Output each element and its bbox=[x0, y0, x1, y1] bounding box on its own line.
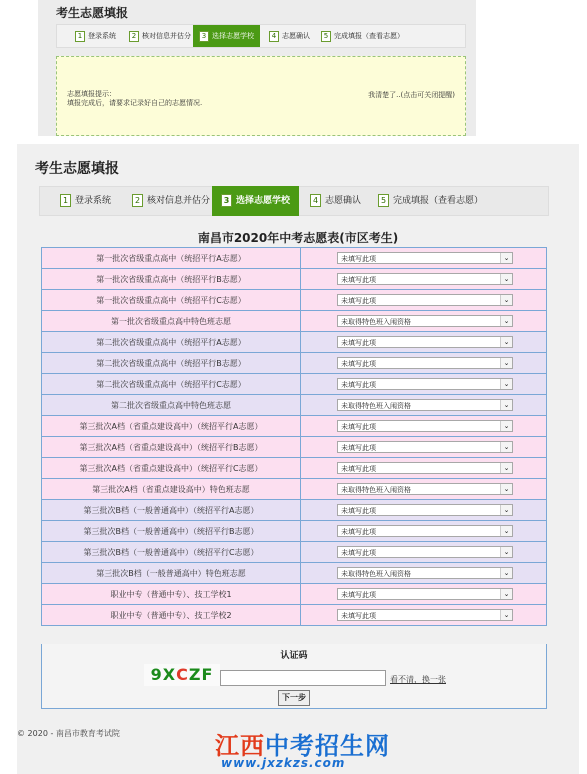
chevron-down-icon: ⌄ bbox=[500, 526, 512, 536]
step-verify-small: 2 核对信息并估分 bbox=[129, 28, 191, 44]
choice-table bbox=[41, 247, 547, 626]
choice-select[interactable]: 未填写此项 ⌄ bbox=[337, 378, 513, 390]
step-finish: 5 完成填报（查看志愿） bbox=[378, 193, 483, 209]
choice-select[interactable]: 未填写此项 ⌄ bbox=[337, 609, 513, 621]
choice-select[interactable]: 未填写此项 ⌄ bbox=[337, 420, 513, 432]
chevron-down-icon: ⌄ bbox=[500, 337, 512, 347]
chevron-down-icon: ⌄ bbox=[500, 589, 512, 599]
choice-label: 第三批次A档（省重点建设高中）（统招平行B志愿） bbox=[42, 437, 301, 458]
choice-select[interactable]: 未取得特色班入闱资格 ⌄ bbox=[337, 399, 513, 411]
next-button[interactable]: 下一步 bbox=[278, 690, 310, 706]
choice-row bbox=[42, 542, 547, 563]
notice-heading: 志愿填报提示： bbox=[67, 90, 116, 98]
choice-label: 第一批次省级重点高中特色班志愿 bbox=[42, 311, 301, 332]
captcha-image: 9XCZF bbox=[144, 664, 220, 686]
step-finish-small: 5 完成填报（查看志愿） bbox=[321, 28, 404, 44]
choice-row bbox=[42, 269, 547, 290]
captcha-section bbox=[41, 644, 547, 709]
refresh-captcha-link[interactable]: 看不清，换一张 bbox=[390, 675, 446, 684]
choice-label: 第三批次B档（一般普通高中）（统招平行C志愿） bbox=[42, 542, 301, 563]
choice-row bbox=[42, 311, 547, 332]
choice-row bbox=[42, 248, 547, 269]
notice-close-link[interactable]: 我清楚了..(点击可关闭提醒) bbox=[368, 91, 455, 99]
step-confirm: 4 志愿确认 bbox=[310, 193, 361, 209]
choice-label: 第三批次A档（省重点建设高中）（统招平行C志愿） bbox=[42, 458, 301, 479]
notice-box bbox=[56, 56, 466, 136]
choice-label: 第三批次B档（一般普通高中）特色班志愿 bbox=[42, 563, 301, 584]
choice-select[interactable]: 未填写此项 ⌄ bbox=[337, 336, 513, 348]
watermark-text: 江西中考招生网 bbox=[215, 732, 390, 760]
chevron-down-icon: ⌄ bbox=[500, 568, 512, 578]
choice-select[interactable]: 未填写此项 ⌄ bbox=[337, 462, 513, 474]
chevron-down-icon: ⌄ bbox=[500, 463, 512, 473]
main-panel bbox=[17, 144, 579, 774]
chevron-down-icon: ⌄ bbox=[500, 358, 512, 368]
chevron-down-icon: ⌄ bbox=[500, 295, 512, 305]
chevron-down-icon: ⌄ bbox=[500, 484, 512, 494]
choice-select[interactable]: 未填写此项 ⌄ bbox=[337, 294, 513, 306]
choice-row bbox=[42, 374, 547, 395]
choice-select[interactable]: 未填写此项 ⌄ bbox=[337, 504, 513, 516]
choice-select[interactable]: 未填写此项 ⌄ bbox=[337, 252, 513, 264]
choice-select[interactable]: 未填写此项 ⌄ bbox=[337, 546, 513, 558]
watermark-logo bbox=[215, 726, 390, 772]
choice-row bbox=[42, 353, 547, 374]
choice-row bbox=[42, 500, 547, 521]
choice-row bbox=[42, 416, 547, 437]
choice-label: 第一批次省级重点高中（统招平行C志愿） bbox=[42, 290, 301, 311]
choice-select[interactable]: 未填写此项 ⌄ bbox=[337, 525, 513, 537]
step-choose-small: 3 选择志愿学校 bbox=[193, 25, 260, 47]
choice-select[interactable]: 未填写此项 ⌄ bbox=[337, 588, 513, 600]
page-title-small: 考生志愿填报 bbox=[56, 6, 129, 20]
chevron-down-icon: ⌄ bbox=[500, 505, 512, 515]
chevron-down-icon: ⌄ bbox=[500, 316, 512, 326]
chevron-down-icon: ⌄ bbox=[500, 274, 512, 284]
choice-label: 第三批次A档（省重点建设高中）（统招平行A志愿） bbox=[42, 416, 301, 437]
chevron-down-icon: ⌄ bbox=[500, 400, 512, 410]
chevron-down-icon: ⌄ bbox=[500, 421, 512, 431]
choice-row bbox=[42, 458, 547, 479]
steps-bar bbox=[39, 186, 549, 216]
choice-row bbox=[42, 563, 547, 584]
choice-select[interactable]: 未填写此项 ⌄ bbox=[337, 273, 513, 285]
step-choose: 3 选择志愿学校 bbox=[212, 186, 299, 216]
step-login-small: 1 登录系统 bbox=[75, 28, 116, 44]
choice-row bbox=[42, 290, 547, 311]
captcha-input[interactable] bbox=[220, 670, 386, 686]
choice-select[interactable]: 未取得特色班入闱资格 ⌄ bbox=[337, 315, 513, 327]
choice-select[interactable]: 未填写此项 ⌄ bbox=[337, 441, 513, 453]
chevron-down-icon: ⌄ bbox=[500, 253, 512, 263]
step-confirm-small: 4 志愿确认 bbox=[269, 28, 310, 44]
choice-select[interactable]: 未取得特色班入闱资格 ⌄ bbox=[337, 567, 513, 579]
choice-label: 第三批次A档（省重点建设高中）特色班志愿 bbox=[42, 479, 301, 500]
choice-row bbox=[42, 584, 547, 605]
choice-label: 第一批次省级重点高中（统招平行A志愿） bbox=[42, 248, 301, 269]
watermark-url: www.jxzkzs.com bbox=[221, 756, 346, 770]
choice-label: 第一批次省级重点高中（统招平行B志愿） bbox=[42, 269, 301, 290]
choice-row bbox=[42, 479, 547, 500]
choice-label: 第三批次B档（一般普通高中）（统招平行A志愿） bbox=[42, 500, 301, 521]
choice-label: 第二批次省级重点高中（统招平行A志愿） bbox=[42, 332, 301, 353]
captcha-label: 认证码 bbox=[280, 651, 308, 661]
choice-label: 职业中专（普通中专）、技工学校2 bbox=[42, 605, 301, 626]
choice-label: 第三批次B档（一般普通高中）（统招平行B志愿） bbox=[42, 521, 301, 542]
steps-bar-small bbox=[56, 24, 466, 48]
chevron-down-icon: ⌄ bbox=[500, 610, 512, 620]
notice-screenshot bbox=[38, 0, 476, 136]
choice-row bbox=[42, 395, 547, 416]
choice-select[interactable]: 未取得特色班入闱资格 ⌄ bbox=[337, 483, 513, 495]
choice-row bbox=[42, 605, 547, 626]
chevron-down-icon: ⌄ bbox=[500, 547, 512, 557]
choice-row bbox=[42, 521, 547, 542]
notice-text: 填报完成后，请要求记录好自己的志愿情况. bbox=[67, 99, 203, 107]
chevron-down-icon: ⌄ bbox=[500, 379, 512, 389]
choice-row bbox=[42, 437, 547, 458]
choice-label: 职业中专（普通中专）、技工学校1 bbox=[42, 584, 301, 605]
page-title: 考生志愿填报 bbox=[35, 161, 119, 177]
choice-row bbox=[42, 332, 547, 353]
choice-label: 第二批次省级重点高中特色班志愿 bbox=[42, 395, 301, 416]
choice-label: 第二批次省级重点高中（统招平行B志愿） bbox=[42, 353, 301, 374]
step-verify: 2 核对信息并估分 bbox=[132, 193, 210, 209]
footer-copyright: © 2020 - 南昌市教育考试院 bbox=[17, 729, 120, 738]
step-login: 1 登录系统 bbox=[60, 193, 111, 209]
chevron-down-icon: ⌄ bbox=[500, 442, 512, 452]
form-title: 南昌市2020年中考志愿表(市区考生) bbox=[197, 231, 399, 245]
choice-label: 第二批次省级重点高中（统招平行C志愿） bbox=[42, 374, 301, 395]
choice-select[interactable]: 未填写此项 ⌄ bbox=[337, 357, 513, 369]
